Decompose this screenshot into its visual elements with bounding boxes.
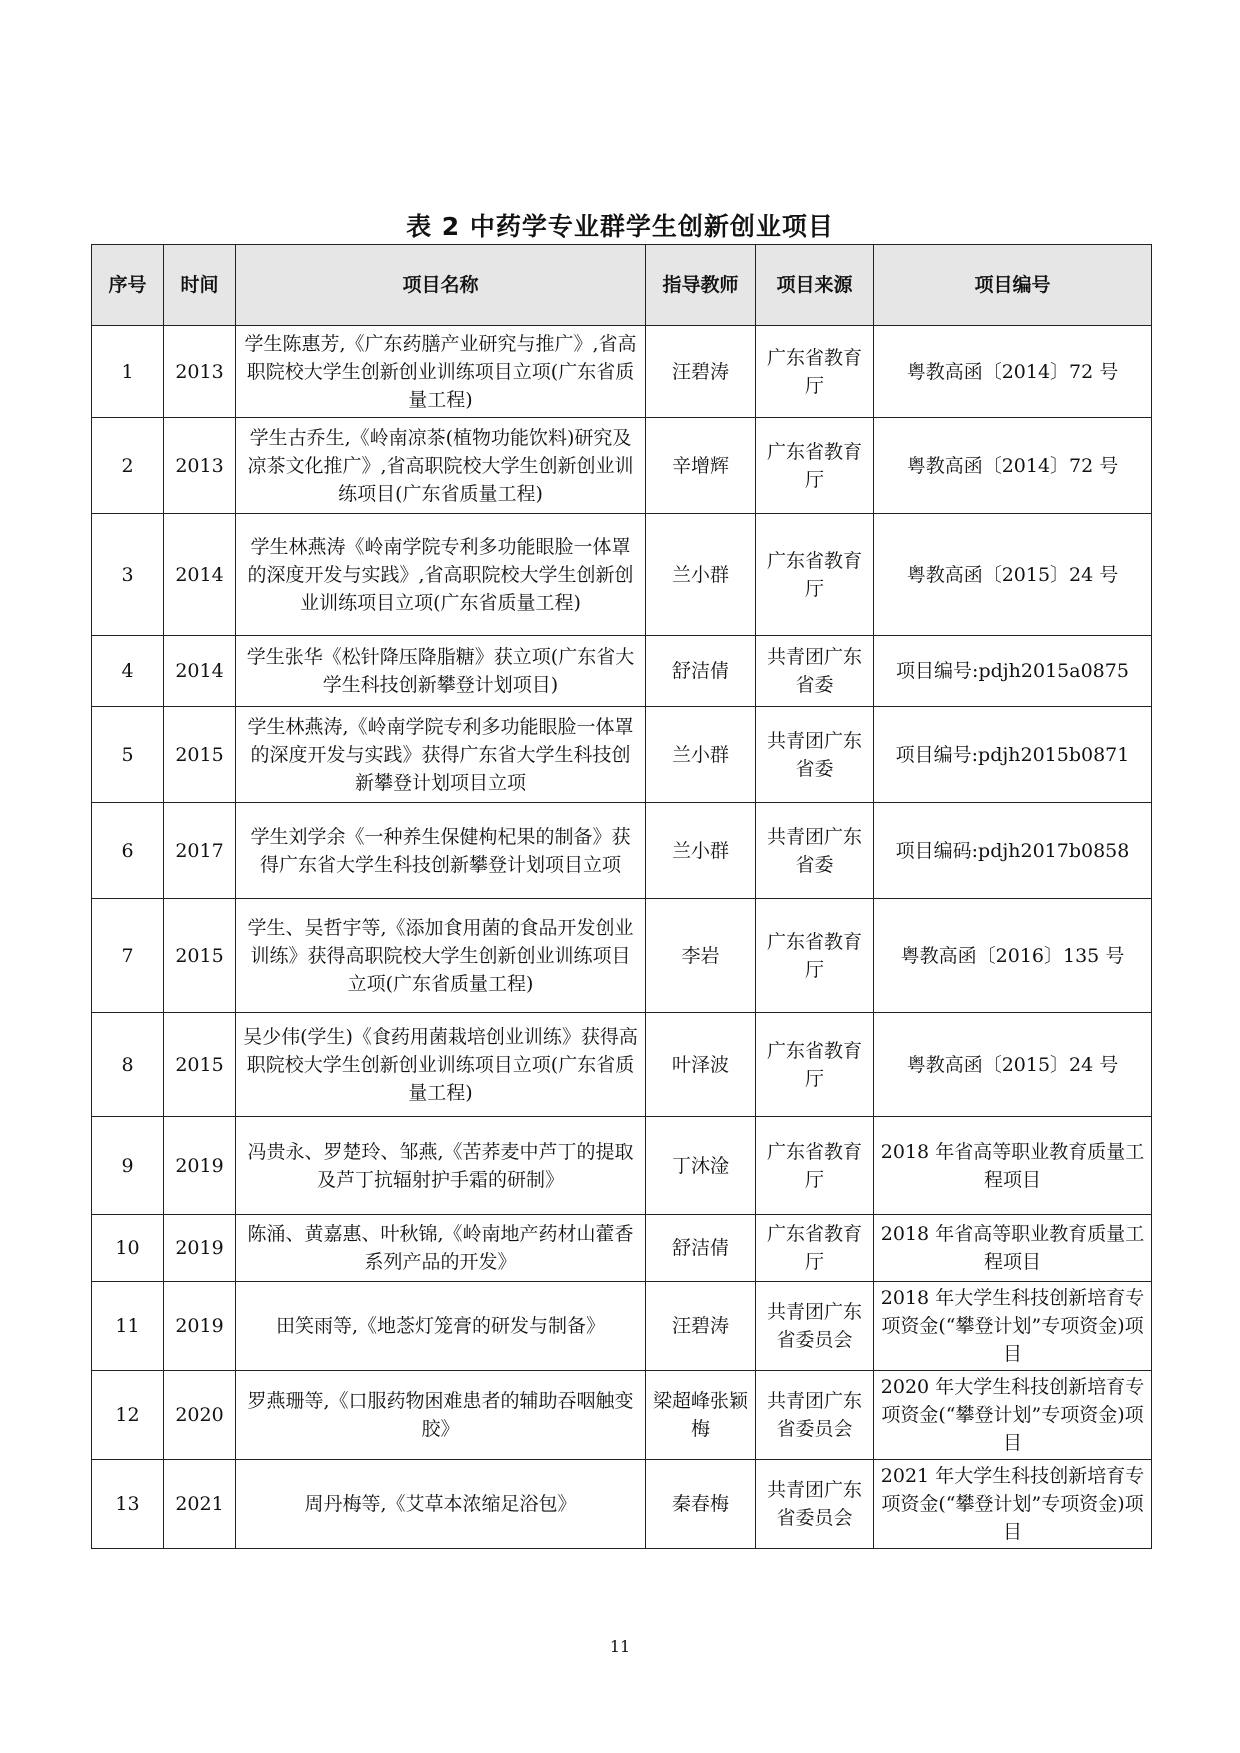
row-code: 粤教高函〔2014〕72 号	[874, 326, 1152, 418]
row-teacher: 兰小群	[646, 707, 756, 803]
row-code: 2018 年大学生科技创新培育专项资金(“攀登计划”专项资金)项目	[874, 1282, 1152, 1371]
row-teacher: 梁超峰张颖梅	[646, 1371, 756, 1460]
header-name: 项目名称	[236, 245, 646, 326]
row-project-name: 田笑雨等,《地菍灯笼膏的研发与制备》	[236, 1282, 646, 1371]
row-code: 粤教高函〔2015〕24 号	[874, 514, 1152, 636]
table-row	[92, 418, 1152, 514]
row-no: 4	[92, 636, 164, 707]
row-code: 2021 年大学生科技创新培育专项资金(“攀登计划”专项资金)项目	[874, 1460, 1152, 1549]
row-teacher: 李岩	[646, 899, 756, 1013]
table-row	[92, 1282, 1152, 1371]
header-no: 序号	[92, 245, 164, 326]
row-year: 2015	[164, 1013, 236, 1117]
row-project-name: 学生、吴哲宇等,《添加食用菌的食品开发创业训练》获得高职院校大学生创新创业训练项目立项(广东省质量工程)	[236, 899, 646, 1013]
row-source: 共青团广东省委员会	[756, 1282, 874, 1371]
row-project-name: 学生陈惠芳,《广东药膳产业研究与推广》,省高职院校大学生创新创业训练项目立项(广东省质量工程)	[236, 326, 646, 418]
row-no: 5	[92, 707, 164, 803]
row-project-name: 罗燕珊等,《口服药物困难患者的辅助吞咽触变胶》	[236, 1371, 646, 1460]
row-project-name: 学生古乔生,《岭南凉茶(植物功能饮料)研究及凉茶文化推广》,省高职院校大学生创新创业训练项目(广东省质量工程)	[236, 418, 646, 514]
table-row	[92, 899, 1152, 1013]
table-row	[92, 514, 1152, 636]
row-no: 3	[92, 514, 164, 636]
row-project-name: 学生林燕涛《岭南学院专利多功能眼脸一体罩的深度开发与实践》,省高职院校大学生创新创业训练项目立项(广东省质量工程)	[236, 514, 646, 636]
row-source: 共青团广东省委员会	[756, 1460, 874, 1549]
row-no: 11	[92, 1282, 164, 1371]
row-code: 粤教高函〔2016〕135 号	[874, 899, 1152, 1013]
table-row	[92, 1215, 1152, 1282]
header-code: 项目编号	[874, 245, 1152, 326]
row-year: 2015	[164, 707, 236, 803]
row-year: 2021	[164, 1460, 236, 1549]
row-code: 粤教高函〔2015〕24 号	[874, 1013, 1152, 1117]
row-no: 9	[92, 1117, 164, 1215]
row-project-name: 学生刘学余《一种养生保健枸杞果的制备》获得广东省大学生科技创新攀登计划项目立项	[236, 803, 646, 899]
row-year: 2019	[164, 1215, 236, 1282]
table-row	[92, 326, 1152, 418]
row-source: 共青团广东省委	[756, 803, 874, 899]
row-code: 2018 年省高等职业教育质量工程项目	[874, 1215, 1152, 1282]
row-project-name: 冯贵永、罗楚玲、邹燕,《苦荞麦中芦丁的提取及芦丁抗辐射护手霜的研制》	[236, 1117, 646, 1215]
row-source: 广东省教育厅	[756, 1117, 874, 1215]
row-code: 项目编号:pdjh2015a0875	[874, 636, 1152, 707]
row-no: 2	[92, 418, 164, 514]
table-row	[92, 636, 1152, 707]
table-row	[92, 707, 1152, 803]
row-teacher: 舒洁倩	[646, 636, 756, 707]
table-row	[92, 1013, 1152, 1117]
row-year: 2014	[164, 636, 236, 707]
projects-table	[91, 244, 1152, 1549]
row-no: 12	[92, 1371, 164, 1460]
row-teacher: 汪碧涛	[646, 1282, 756, 1371]
row-year: 2014	[164, 514, 236, 636]
header-source: 项目来源	[756, 245, 874, 326]
row-teacher: 舒洁倩	[646, 1215, 756, 1282]
row-teacher: 辛增辉	[646, 418, 756, 514]
row-year: 2013	[164, 326, 236, 418]
row-source: 广东省教育厅	[756, 899, 874, 1013]
row-teacher: 兰小群	[646, 803, 756, 899]
row-code: 2018 年省高等职业教育质量工程项目	[874, 1117, 1152, 1215]
row-project-name: 吴少伟(学生)《食药用菌栽培创业训练》获得高职院校大学生创新创业训练项目立项(广东省质量工程)	[236, 1013, 646, 1117]
row-year: 2015	[164, 899, 236, 1013]
row-project-name: 周丹梅等,《艾草本浓缩足浴包》	[236, 1460, 646, 1549]
row-source: 广东省教育厅	[756, 514, 874, 636]
row-teacher: 叶泽波	[646, 1013, 756, 1117]
row-project-name: 学生林燕涛,《岭南学院专利多功能眼脸一体罩的深度开发与实践》获得广东省大学生科技创新攀登计划项目立项	[236, 707, 646, 803]
row-year: 2013	[164, 418, 236, 514]
header-year: 时间	[164, 245, 236, 326]
row-project-name: 陈涌、黄嘉惠、叶秋锦,《岭南地产药材山藿香系列产品的开发》	[236, 1215, 646, 1282]
row-teacher: 汪碧涛	[646, 326, 756, 418]
table-title: 表 2 中药学专业群学生创新创业项目	[406, 212, 834, 241]
row-code: 粤教高函〔2014〕72 号	[874, 418, 1152, 514]
row-year: 2019	[164, 1282, 236, 1371]
row-year: 2019	[164, 1117, 236, 1215]
row-no: 1	[92, 326, 164, 418]
row-teacher: 丁沐淦	[646, 1117, 756, 1215]
header-teacher: 指导教师	[646, 245, 756, 326]
row-year: 2020	[164, 1371, 236, 1460]
row-teacher: 秦春梅	[646, 1460, 756, 1549]
row-project-name: 学生张华《松针降压降脂糖》获立项(广东省大学生科技创新攀登计划项目)	[236, 636, 646, 707]
row-code: 项目编码:pdjh2017b0858	[874, 803, 1152, 899]
row-source: 广东省教育厅	[756, 1013, 874, 1117]
row-source: 广东省教育厅	[756, 418, 874, 514]
row-source: 广东省教育厅	[756, 326, 874, 418]
row-no: 6	[92, 803, 164, 899]
row-source: 共青团广东省委	[756, 636, 874, 707]
table-row	[92, 1371, 1152, 1460]
row-source: 广东省教育厅	[756, 1215, 874, 1282]
row-no: 10	[92, 1215, 164, 1282]
row-code: 项目编号:pdjh2015b0871	[874, 707, 1152, 803]
row-no: 7	[92, 899, 164, 1013]
row-source: 共青团广东省委员会	[756, 1371, 874, 1460]
row-year: 2017	[164, 803, 236, 899]
table-row	[92, 803, 1152, 899]
row-no: 13	[92, 1460, 164, 1549]
table-row	[92, 1460, 1152, 1549]
row-code: 2020 年大学生科技创新培育专项资金(“攀登计划”专项资金)项目	[874, 1371, 1152, 1460]
row-teacher: 兰小群	[646, 514, 756, 636]
page-number: 11	[609, 1637, 631, 1656]
row-source: 共青团广东省委	[756, 707, 874, 803]
header-row	[92, 245, 1152, 326]
row-no: 8	[92, 1013, 164, 1117]
table-row	[92, 1117, 1152, 1215]
